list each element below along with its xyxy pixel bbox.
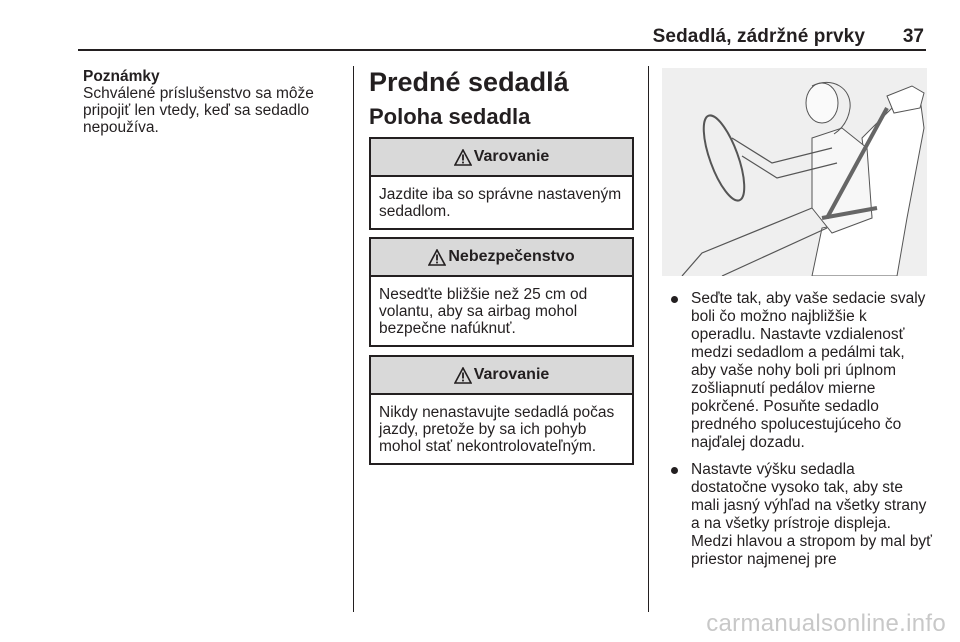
page-number: 37	[902, 26, 924, 47]
list-item	[667, 290, 932, 452]
warning-triangle-icon	[454, 149, 472, 166]
danger-box	[369, 237, 634, 347]
column-divider-left	[353, 66, 354, 612]
section-subtitle: Poloha sedadla	[369, 104, 531, 129]
danger-heading: Nebezpečenstvo	[448, 248, 575, 265]
watermark: carmanualsonline.info	[706, 610, 946, 637]
note-text: Schválené príslušenstvo sa môže pripojiť len vtedy, keď sa sedadlo nepoužíva.	[83, 85, 314, 136]
warning-box	[369, 137, 634, 230]
warning-box	[369, 355, 634, 465]
instruction-list	[667, 290, 932, 578]
header-title: Sedadlá, zádržné prvky	[652, 26, 865, 47]
list-item-text: Nastavte výšku sedadla dostatočne vysoko tak, aby ste mali jasný výhľad na všetky strany a na všetky prístroje displeja. Medzi hlavou a stropom by mal byť priestor najmenej pre	[691, 461, 932, 568]
list-item	[667, 461, 932, 569]
driver-seat-position-illustration	[662, 68, 927, 276]
note-block	[83, 68, 343, 136]
warning-triangle-icon	[428, 249, 446, 266]
driver-seat-drawing	[662, 68, 927, 276]
danger-text: Nesedťte bližšie než 25 cm od volantu, aby sa airbag mohol bezpečne nafúknuť.	[379, 286, 588, 337]
section-title: Predné sedadlá	[369, 67, 569, 97]
header-divider	[78, 49, 926, 51]
warning-heading: Varovanie	[473, 366, 550, 383]
warning-triangle-icon	[454, 367, 472, 384]
column-divider-right	[648, 66, 649, 612]
warning-text: Jazdite iba so správne nastaveným sedadlom.	[379, 186, 622, 220]
bullet-icon	[671, 467, 678, 474]
note-title: Poznámky	[83, 68, 160, 85]
warning-heading: Varovanie	[473, 148, 550, 165]
list-item-text: Seďte tak, aby vaše sedacie svaly boli čo možno najbližšie k operadlu. Nastavte vzdialenosť medzi sedadlom a pedálmi tak, aby vaše nohy boli pri úplnom zošliapnutí pedálov mierne pokrčené. Posuňte sedadlo predného spolucestujúceho čo najďalej dozadu.	[691, 290, 926, 451]
warning-text: Nikdy nenastavujte sedadlá počas jazdy, pretože by sa ich pohyb mohol stať nekontrolovateľným.	[379, 404, 615, 455]
bullet-icon	[671, 296, 678, 303]
